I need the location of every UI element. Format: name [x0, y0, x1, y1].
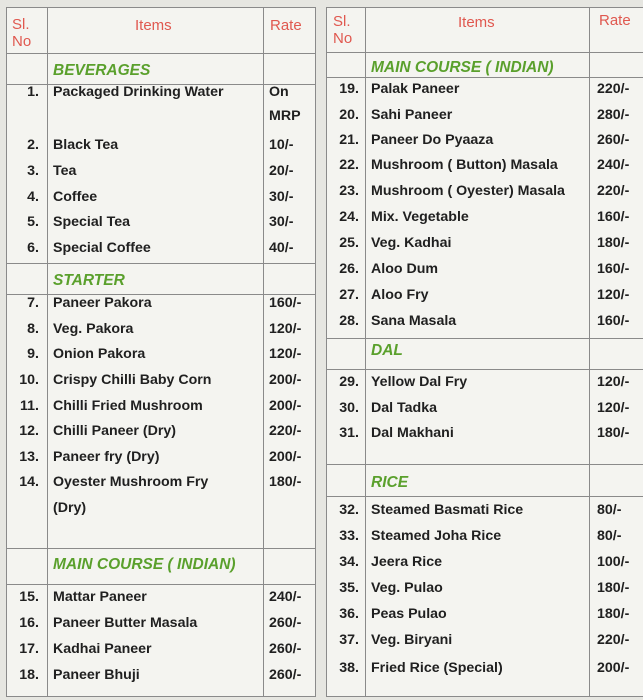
item-rate: 120/-	[597, 374, 630, 390]
item-name: Paneer Do Pyaaza	[371, 132, 494, 148]
item-rate: 160/-	[269, 295, 302, 311]
section-title-starter: STARTER	[53, 272, 125, 289]
item-number: 2.	[27, 137, 39, 153]
item-name: Mushroom ( Button) Masala	[371, 157, 558, 173]
menu-row	[7, 662, 315, 688]
item-rate: 160/-	[597, 209, 630, 225]
item-rate: 160/-	[597, 261, 630, 277]
section-title-beverages: BEVERAGES	[53, 62, 151, 79]
menu-row	[7, 158, 315, 184]
menu-row	[327, 420, 643, 446]
item-name: Chilli Fried Mushroom	[53, 398, 203, 414]
section-title-dal: DAL	[371, 342, 403, 359]
item-number: 4.	[27, 189, 39, 205]
header-rate: Rate	[270, 17, 302, 34]
menu-row	[327, 549, 643, 575]
menu-row	[327, 282, 643, 308]
item-rate: 260/-	[269, 667, 302, 683]
item-name: Paneer Pakora	[53, 295, 152, 311]
item-name-line2: (Dry)	[53, 500, 87, 516]
item-rate: 120/-	[269, 321, 302, 337]
item-rate: 260/-	[269, 615, 302, 631]
item-rate: 180/-	[597, 580, 630, 596]
menu-row	[7, 79, 315, 105]
item-name: Special Coffee	[53, 240, 151, 256]
header-rate: Rate	[599, 12, 631, 29]
item-name: Black Tea	[53, 137, 119, 153]
header-sl-line1: Sl.	[333, 13, 351, 30]
item-rate: 260/-	[269, 641, 302, 657]
item-name: Peas Pulao	[371, 606, 447, 622]
menu-row	[327, 102, 643, 128]
item-rate: 180/-	[597, 606, 630, 622]
item-name: Veg. Kadhai	[371, 235, 452, 251]
menu-table-right	[326, 7, 643, 697]
header-sl-line2: No	[12, 33, 32, 50]
item-number: 19.	[339, 81, 359, 97]
menu-row	[327, 497, 643, 523]
item-rate: 100/-	[597, 554, 630, 570]
item-rate: 40/-	[269, 240, 294, 256]
item-rate: 80/-	[597, 502, 622, 518]
item-number: 30.	[339, 400, 359, 416]
item-rate: 30/-	[269, 189, 294, 205]
item-number: 22.	[339, 157, 359, 173]
menu-row	[327, 601, 643, 627]
item-name: Paneer Bhuji	[53, 667, 140, 683]
item-number: 6.	[27, 240, 39, 256]
item-rate: 120/-	[597, 400, 630, 416]
item-number: 5.	[27, 214, 39, 230]
menu-row-continued	[7, 103, 315, 129]
item-number: 21.	[339, 132, 359, 148]
header-items: Items	[135, 17, 172, 34]
item-rate: 220/-	[597, 183, 630, 199]
menu-row	[7, 393, 315, 419]
menu-row	[327, 76, 643, 102]
section-title-rice: RICE	[371, 474, 409, 491]
header-sl-no	[12, 16, 31, 50]
item-name: Veg. Biryani	[371, 632, 453, 648]
item-rate: 80/-	[597, 528, 622, 544]
item-rate: 180/-	[597, 425, 630, 441]
item-number: 32.	[339, 502, 359, 518]
item-number: 34.	[339, 554, 359, 570]
menu-row	[7, 444, 315, 470]
menu-row	[7, 184, 315, 210]
item-name: Kadhai Paneer	[53, 641, 152, 657]
menu-row	[327, 230, 643, 256]
item-number: 13.	[19, 449, 39, 465]
item-rate: 200/-	[597, 660, 630, 676]
header-divider	[7, 53, 315, 54]
item-number: 1.	[27, 84, 39, 100]
menu-row	[327, 204, 643, 230]
menu-row	[327, 256, 643, 282]
section-divider	[327, 464, 643, 465]
item-name: Paneer fry (Dry)	[53, 449, 160, 465]
menu-row	[7, 316, 315, 342]
item-name: Palak Paneer	[371, 81, 460, 97]
item-number: 33.	[339, 528, 359, 544]
item-rate: 180/-	[269, 474, 302, 490]
menu-row	[327, 308, 643, 334]
header-divider	[327, 52, 643, 53]
item-number: 9.	[27, 346, 39, 362]
section-divider	[7, 263, 315, 264]
section-title-main-course: MAIN COURSE ( INDIAN)	[53, 556, 236, 573]
item-name: Dal Tadka	[371, 400, 437, 416]
item-number: 26.	[339, 261, 359, 277]
menu-row	[327, 575, 643, 601]
item-rate-line2: MRP	[269, 108, 301, 124]
item-name: Aloo Dum	[371, 261, 438, 277]
menu-row	[7, 418, 315, 444]
section-divider	[327, 338, 643, 339]
item-name: Mushroom ( Oyester) Masala	[371, 183, 565, 199]
menu-row	[7, 209, 315, 235]
item-number: 18.	[19, 667, 39, 683]
item-number: 23.	[339, 183, 359, 199]
menu-row	[7, 636, 315, 662]
item-name: Onion Pakora	[53, 346, 146, 362]
item-name: Veg. Pakora	[53, 321, 134, 337]
item-name: Packaged Drinking Water	[53, 84, 224, 100]
item-number: 36.	[339, 606, 359, 622]
section-title-main-course: MAIN COURSE ( INDIAN)	[371, 59, 554, 76]
item-number: 7.	[27, 295, 39, 311]
item-name: Jeera Rice	[371, 554, 442, 570]
item-name: Special Tea	[53, 214, 131, 230]
item-rate: 220/-	[269, 423, 302, 439]
item-number: 37.	[339, 632, 359, 648]
menu-row	[327, 152, 643, 178]
item-number: 16.	[19, 615, 39, 631]
item-name: Dal Makhani	[371, 425, 454, 441]
menu-row	[327, 178, 643, 204]
menu-row	[7, 584, 315, 610]
item-rate: 200/-	[269, 449, 302, 465]
item-number: 28.	[339, 313, 359, 329]
item-number: 3.	[27, 163, 39, 179]
item-name: Sahi Paneer	[371, 107, 453, 123]
menu-table-left	[6, 7, 316, 697]
item-number: 20.	[339, 107, 359, 123]
menu-row	[7, 341, 315, 367]
item-rate: 20/-	[269, 163, 294, 179]
item-number: 27.	[339, 287, 359, 303]
item-number: 8.	[27, 321, 39, 337]
item-number: 11.	[20, 398, 39, 414]
header-sl-line1: Sl.	[12, 16, 30, 33]
item-number: 25.	[339, 235, 359, 251]
item-rate: 220/-	[597, 632, 630, 648]
item-number: 29.	[339, 374, 359, 390]
menu-row	[7, 469, 315, 495]
item-name: Mix. Vegetable	[371, 209, 469, 225]
item-name: Fried Rice (Special)	[371, 660, 503, 676]
item-rate: 30/-	[269, 214, 294, 230]
item-rate: 120/-	[269, 346, 302, 362]
item-rate: 240/-	[269, 589, 302, 605]
item-name: Aloo Fry	[371, 287, 429, 303]
item-rate: 240/-	[597, 157, 630, 173]
item-name: Oyester Mushroom Fry	[53, 474, 209, 490]
item-name: Veg. Pulao	[371, 580, 443, 596]
item-rate: 10/-	[269, 137, 294, 153]
item-number: 24.	[339, 209, 359, 225]
item-rate: 280/-	[597, 107, 630, 123]
item-name: Paneer Butter Masala	[53, 615, 198, 631]
item-number: 31.	[339, 425, 359, 441]
item-number: 17.	[19, 641, 39, 657]
header-sl-line2: No	[333, 30, 353, 47]
item-number: 12.	[19, 423, 39, 439]
menu-row	[7, 132, 315, 158]
section-divider	[7, 548, 315, 549]
menu-row	[327, 127, 643, 153]
item-number: 38.	[339, 660, 359, 676]
item-name: Tea	[53, 163, 77, 179]
item-rate: 120/-	[597, 287, 630, 303]
header-sl-no	[333, 13, 352, 47]
item-name: Crispy Chilli Baby Corn	[53, 372, 212, 388]
header-items: Items	[458, 14, 495, 31]
item-number: 15.	[19, 589, 39, 605]
menu-row	[327, 523, 643, 549]
item-rate: 220/-	[597, 81, 630, 97]
menu-row	[7, 610, 315, 636]
item-number: 14.	[19, 474, 39, 490]
item-number: 10.	[19, 372, 39, 388]
item-name: Mattar Paneer	[53, 589, 147, 605]
item-name: Yellow Dal Fry	[371, 374, 468, 390]
item-rate: 200/-	[269, 372, 302, 388]
item-rate: 260/-	[597, 132, 630, 148]
menu-row	[327, 369, 643, 395]
menu-row	[327, 395, 643, 421]
item-name: Steamed Basmati Rice	[371, 502, 524, 518]
menu-row	[327, 655, 643, 681]
menu-row	[327, 627, 643, 653]
menu-row	[7, 367, 315, 393]
item-rate: 160/-	[597, 313, 630, 329]
item-name: Chilli Paneer (Dry)	[53, 423, 176, 439]
item-rate: On	[269, 84, 289, 100]
menu-row	[7, 235, 315, 261]
item-name: Coffee	[53, 189, 98, 205]
item-rate: 200/-	[269, 398, 302, 414]
item-name: Steamed Joha Rice	[371, 528, 502, 544]
item-rate: 180/-	[597, 235, 630, 251]
item-number: 35.	[339, 580, 359, 596]
item-name: Sana Masala	[371, 313, 457, 329]
menu-row	[7, 290, 315, 316]
